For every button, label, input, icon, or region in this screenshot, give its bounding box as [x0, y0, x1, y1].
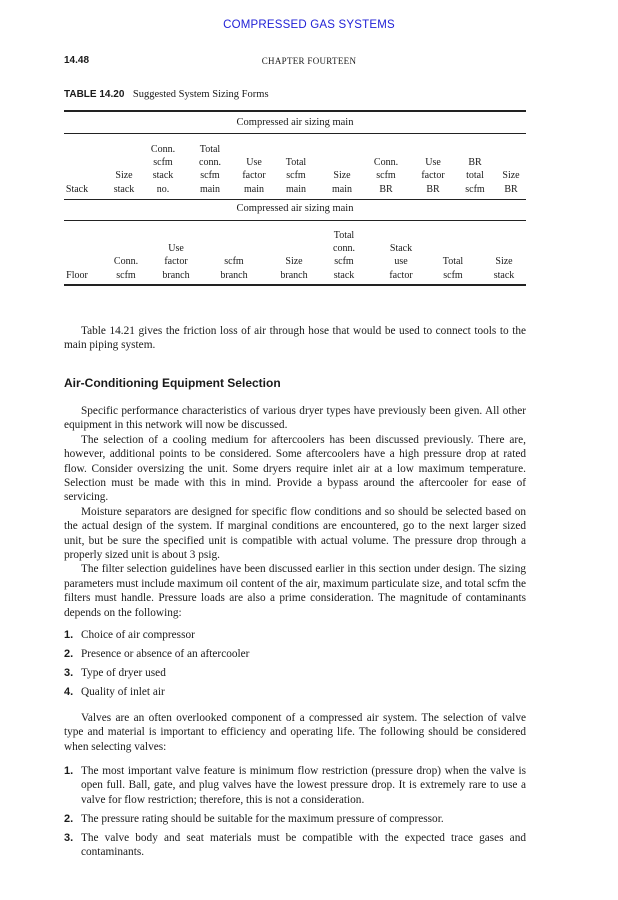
table-header-line: branch — [280, 269, 308, 281]
table-header-line: scfm — [224, 256, 244, 268]
table-section1-title: Compressed air sizing main — [236, 117, 354, 128]
page-number: 14.48 — [64, 55, 90, 66]
list-item: 2. The pressure rating should be suitable for the maximum pressure of compressor. — [64, 812, 444, 825]
table-header-line: Stack — [65, 183, 89, 195]
table-label: TABLE 14.20 — [64, 89, 125, 100]
table-header-line: scfm — [116, 269, 136, 281]
table-header-line: branch — [162, 269, 190, 281]
table-header-line: Total — [285, 157, 307, 169]
table-header-line: scfm — [153, 157, 173, 169]
table-bottom-rule — [64, 284, 526, 286]
table-header-line: Use — [168, 243, 184, 255]
table-header-line: Stack — [389, 243, 413, 255]
table-header-line: Conn. — [373, 157, 399, 169]
list-item: 2. Presence or absence of an aftercooler — [64, 647, 250, 660]
table-header-line: scfm — [200, 170, 220, 182]
table-header-line: stack — [113, 183, 135, 195]
table-header-line: Total — [333, 229, 355, 241]
table-header-line: scfm — [376, 170, 396, 182]
table-header-line: conn. — [199, 157, 221, 169]
table-column-header — [474, 255, 534, 282]
table-header-line: scfm — [286, 170, 306, 182]
table-section1-rule — [64, 133, 526, 134]
paragraph: Moisture separators are designed for specific flow conditions and so should be selected based on the actual design of the system. If marginal conditions are encountered, go to the next larger sized unit, but be sure the specified unit is compatible with actual volume. The pressure drop through a properly sized unit is about 3 psig. — [64, 505, 526, 562]
contaminant-factors-list — [64, 628, 526, 699]
valves-paragraph — [64, 711, 526, 754]
table-header-line: branch — [220, 269, 248, 281]
table-column-header — [146, 242, 206, 282]
table-header-line: factor — [164, 256, 188, 268]
table-top-rule — [64, 110, 526, 112]
table-header-line: BR — [426, 183, 440, 195]
table-header-line: factor — [421, 170, 445, 182]
table-header-line: factor — [389, 269, 413, 281]
table-header-line: Total — [199, 143, 221, 155]
table-header-line: Size — [502, 170, 520, 182]
table-title: Suggested System Sizing Forms — [132, 89, 269, 100]
table-header-line: factor — [242, 170, 266, 182]
running-head: COMPRESSED GAS SYSTEMS — [223, 19, 395, 31]
table-column-header — [481, 169, 541, 196]
table-header-line: Floor — [66, 269, 88, 281]
table-header-line: scfm — [334, 256, 354, 268]
table-header-line: stack — [333, 269, 355, 281]
section-heading: Air-Conditioning Equipment Selection — [64, 376, 281, 390]
list-item: 1. Choice of air compressor — [64, 629, 195, 641]
table-header-line: stack — [493, 269, 515, 281]
table-header-line: conn. — [333, 243, 355, 255]
table-header-line: Conn. — [150, 143, 176, 155]
chapter-title: CHAPTER FOURTEEN — [261, 56, 357, 66]
table-header-line: Size — [495, 256, 513, 268]
table-section2-title: Compressed air sizing main — [236, 203, 354, 214]
table-header-line: main — [200, 183, 220, 195]
table-header-line: BR — [379, 183, 393, 195]
table-header-line: Use — [246, 157, 262, 169]
body-paragraphs — [64, 404, 526, 620]
table-header-line: Total — [442, 256, 464, 268]
valve-considerations-list — [64, 764, 526, 859]
table-header-line: BR — [468, 157, 482, 169]
table-header-line: main — [332, 183, 352, 195]
list-item: 3. Type of dryer used — [64, 666, 166, 679]
table-header-line: scfm — [443, 269, 463, 281]
table-mid-rule — [64, 199, 526, 200]
table-header-line: use — [394, 256, 408, 268]
intro-paragraph — [64, 324, 526, 353]
table-header-line: Use — [425, 157, 441, 169]
table-header-line: Size — [115, 170, 133, 182]
table-header-line: stack — [152, 170, 174, 182]
table-header-line: main — [244, 183, 264, 195]
paragraph: Specific performance characteristics of various dryer types have previously been given. All other equipment in this network will now be discussed. — [64, 405, 526, 432]
table-header-line: main — [286, 183, 306, 195]
table-section2-rule — [64, 220, 526, 221]
table-header-line: scfm — [465, 183, 485, 195]
table-column-header — [371, 242, 431, 282]
paragraph: Valves are an often overlooked component of a compressed air system. The selection of valve type and material is important to efficiency and operating life. The following should be considered when selecting valves: — [64, 712, 526, 753]
list-item: 3. The valve body and seat materials must be compatible with the expected trace gases and contaminants. — [64, 831, 526, 859]
table-column-header — [314, 229, 374, 282]
table-caption — [64, 89, 269, 100]
paragraph: The selection of a cooling medium for aftercoolers has been discussed previously. There are, however, additional points to be considered. Some aftercoolers have a high pressure drop at rated flow. Consider oversizing the unit. Some dryers require inlet air at a low maximum temperature. Selection must be made with this in mind. Provide a bypass around the aftercooler for ease of servicing. — [64, 433, 526, 504]
paragraph: Table 14.21 gives the friction loss of air through hose that would be used to connect tools to the main piping system. — [64, 325, 526, 352]
table-header-line: Size — [285, 256, 303, 268]
table-header-line: BR — [504, 183, 518, 195]
paragraph: The filter selection guidelines have been discussed earlier in this section under design. The sizing parameters must include maximum oil content of the air, maximum particulate size, and total scfm the filters must handle. Pressure loads are also a prime consideration. The magnitude of contaminants depends on the following: — [64, 563, 526, 619]
table-header-line: Size — [333, 170, 351, 182]
table-header-line: total — [466, 170, 484, 182]
table-header-line: Conn. — [113, 256, 139, 268]
table-header-line: no. — [156, 183, 170, 195]
list-item: 1. The most important valve feature is minimum flow restriction (pressure drop) when the valve is open full. Ball, gate, and plug valves have the lowest pressure drop. It is extremely rare to use a valve for flow restriction; therefore, this is not a consideration. — [64, 765, 526, 806]
table-column-header — [204, 255, 264, 282]
list-item: 4. Quality of inlet air — [64, 685, 165, 698]
